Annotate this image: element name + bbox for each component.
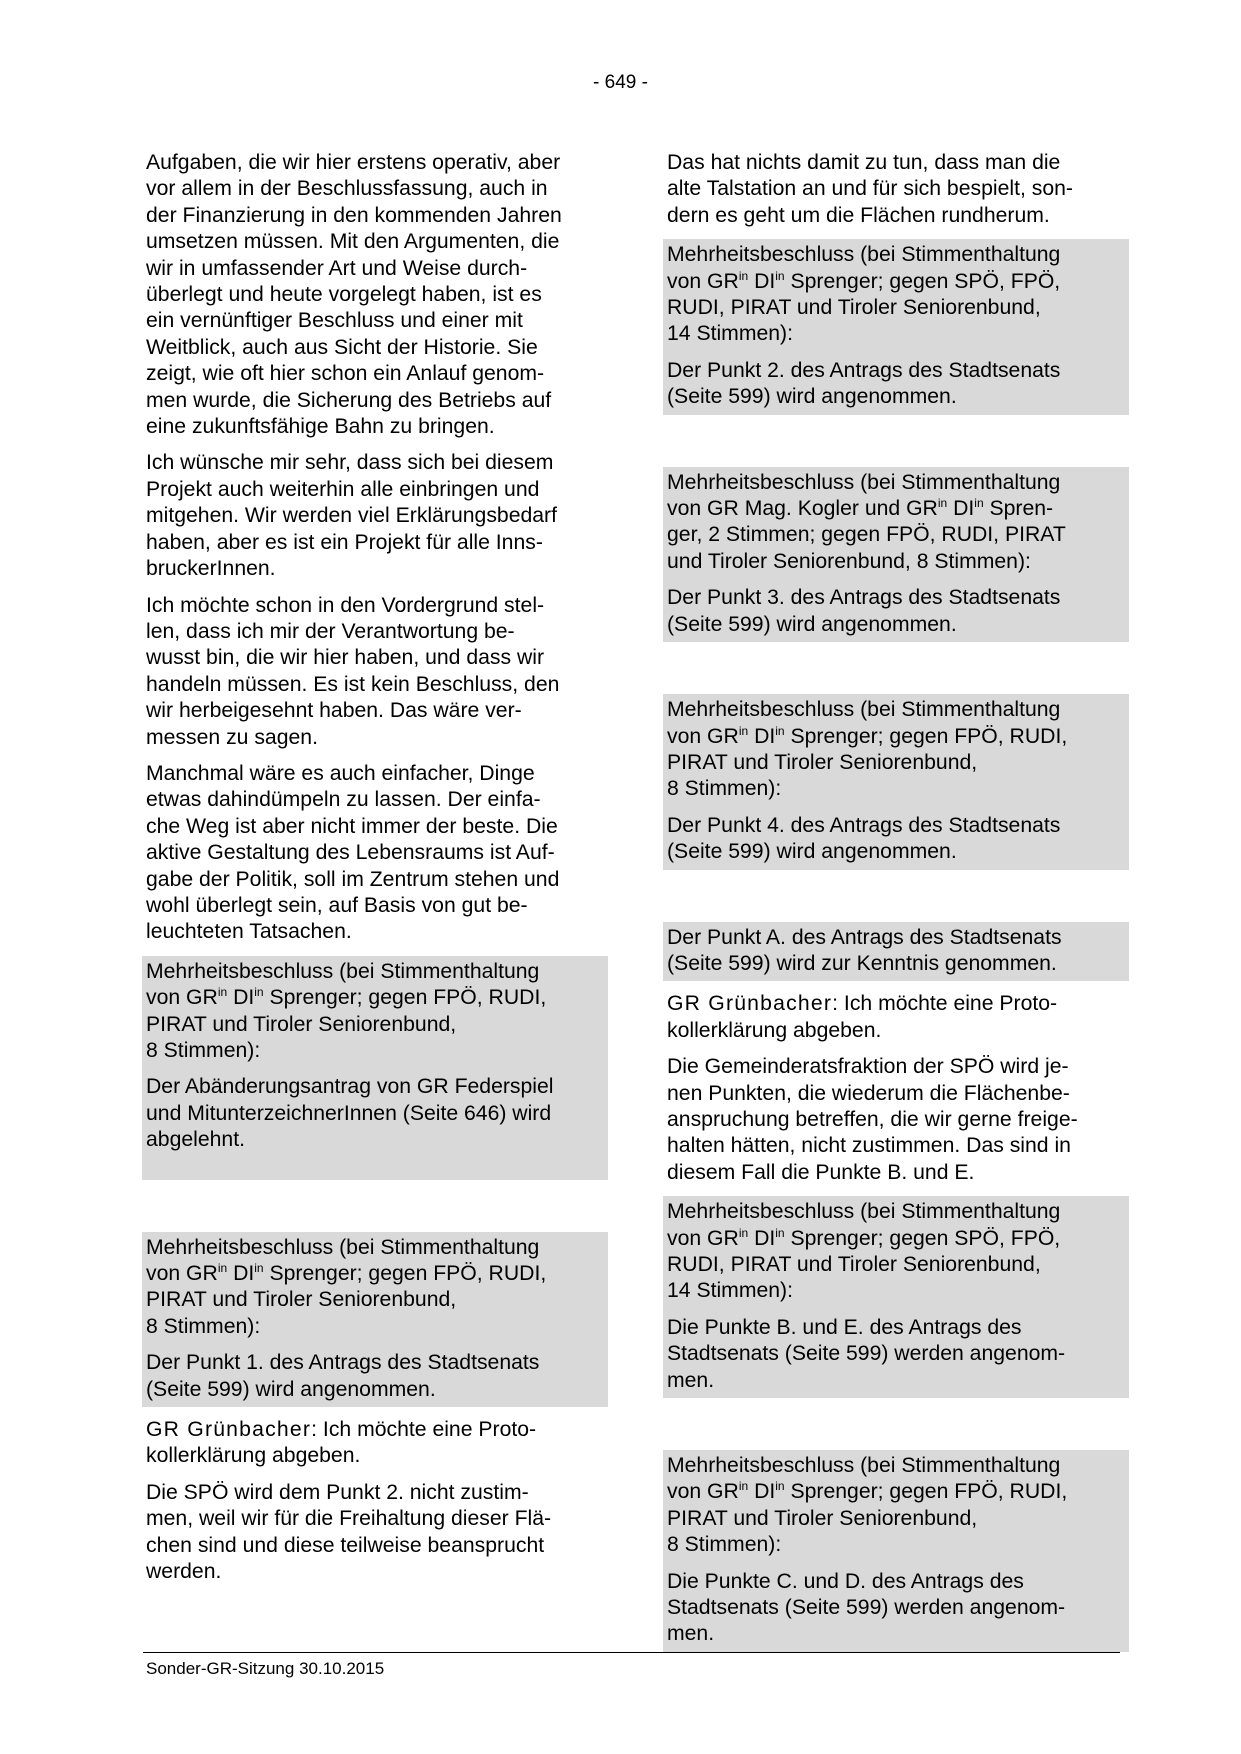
resolution-box xyxy=(663,694,1129,869)
vote-statement: Mehrheitsbeschluss (bei Stimmenthaltung von $GR^{in}$ $DI^{in}$ Sprenger; gegen FPÖ, RUDI, PIRAT und Tiroler Seniorenbund, 8 Stimmen): xyxy=(667,1454,1068,1557)
footer-divider xyxy=(143,1652,1120,1653)
footer-text: Sonder-GR-Sitzung 30.10.2015 xyxy=(146,1659,385,1678)
vote-statement: Mehrheitsbeschluss (bei Stimmenthaltung von $GR^{in}$ $DI^{in}$ Sprenger; gegen FPÖ, RUDI, PIRAT und Tiroler Seniorenbund, 8 Stimmen): xyxy=(667,698,1068,801)
resolution-box xyxy=(663,922,1129,982)
vote-statement: Mehrheitsbeschluss (bei Stimmenthaltung von $GR^{in}$ $DI^{in}$ Sprenger; gegen SPÖ, FPÖ, RUDI, PIRAT und Tiroler Seniorenbund, 14 Stimmen): xyxy=(667,243,1061,346)
vote-result: Der Punkt 4. des Antrags des Stadtsenats (Seite 599) wird angenommen. xyxy=(667,813,1061,864)
paragraph: Ich möchte schon in den Vordergrund stel- len, dass ich mir der Verantwortung be- wusst bin, die wir hier haben, und dass wir handeln müssen. Es ist kein Beschluss, den wir herbeigesehnt haben. Das wäre ver- messen zu sagen. xyxy=(146,593,560,749)
resolution-box xyxy=(142,1232,608,1407)
vote-statement: Mehrheitsbeschluss (bei Stimmenthaltung von $GR^{in}$ $DI^{in}$ Sprenger; gegen FPÖ, RUDI, PIRAT und Tiroler Seniorenbund, 8 Stimmen): xyxy=(146,959,547,1062)
speaker-name: GR Grünbacher xyxy=(667,992,833,1016)
vote-statement: Mehrheitsbeschluss (bei Stimmenthaltung von GR Mag. Kogler und $GR^{in}$ $DI^{in}$ Spren- ger, 2 Stimmen; gegen FPÖ, RUDI, PIRAT und Tiroler Seniorenbund, 8 Stimmen): xyxy=(667,470,1066,573)
paragraph: Aufgaben, die wir hier erstens operativ, aber vor allem in der Beschlussfassung, auch in der Finanzierung in den kommenden Jahren umsetzen müssen. Mit den Argumenten, die wir in umfassender Art und Weise durch- überlegt und heute vorgelegt haben, ist es ein vernünftiger Beschluss und einer mit Weitblick, auch aus Sicht der Historie. Sie zeigt, wie oft hier schon ein Anlauf genom- men wurde, die Sicherung des Betriebs auf eine zukunftsfähige Bahn zu bringen. xyxy=(146,151,562,439)
paragraph: Ich wünsche mir sehr, dass sich bei diesem Projekt auch weiterhin alle einbringen und mitgehen. Wir werden viel Erklärungsbedarf haben, aber es ist ein Projekt für alle Inns- bruckerInnen. xyxy=(146,451,557,581)
vote-result: Die Punkte B. und E. des Antrags des Stadtsenats (Seite 599) werden angenom- men. xyxy=(667,1315,1066,1392)
resolution-box xyxy=(663,1196,1129,1398)
vote-result: Der Punkt 1. des Antrags des Stadtsenats (Seite 599) wird angenommen. xyxy=(146,1351,540,1401)
vote-result: Der Abänderungsantrag von GR Federspiel und MitunterzeichnerInnen (Seite 646) wird abgelehnt. xyxy=(146,1075,554,1152)
paragraph: Das hat nichts damit zu tun, dass man die alte Talstation an und für sich bespielt, son- dern es geht um die Flächen rundherum. xyxy=(667,151,1073,227)
resolution-box xyxy=(142,956,608,1180)
speaker-statement: GR Grünbacher: Ich möchte eine Proto- kollerklärung abgeben. xyxy=(667,992,1058,1042)
vote-statement: Mehrheitsbeschluss (bei Stimmenthaltung von $GR^{in}$ $DI^{in}$ Sprenger; gegen FPÖ, RUDI, PIRAT und Tiroler Seniorenbund, 8 Stimmen): xyxy=(146,1235,547,1338)
paragraph: Die SPÖ wird dem Punkt 2. nicht zustim- men, weil wir für die Freihaltung dieser Flä- chen sind und diese teilweise beansprucht werden. xyxy=(146,1480,552,1584)
speaker-statement: GR Grünbacher: Ich möchte eine Proto- kollerklärung abgeben. xyxy=(146,1418,537,1468)
resolution-box xyxy=(663,467,1129,642)
vote-result: Der Punkt 3. des Antrags des Stadtsenats (Seite 599) wird angenommen. xyxy=(667,586,1061,636)
paragraph: Die Gemeinderatsfraktion der SPÖ wird je- nen Punkten, die wiederum die Flächenbe- anspruchung betreffen, die wir gerne freige- halten hätten, nicht zustimmen. Das sind in diesem Fall die Punkte B. und E. xyxy=(667,1055,1078,1184)
resolution-box xyxy=(663,1450,1129,1652)
right-column xyxy=(667,150,1125,1652)
vote-result: Der Punkt A. des Antrags des Stadtsenats (Seite 599) wird zur Kenntnis genommen. xyxy=(667,925,1062,975)
page-number: - 649 - xyxy=(593,72,648,93)
paragraph: Manchmal wäre es auch einfacher, Dinge etwas dahindümpeln zu lassen. Der einfa- che Weg ist aber nicht immer der beste. Die aktive Gestaltung des Lebensraums ist Auf- gabe der Politik, soll im Zentrum stehen und wohl überlegt sein, auf Basis von gut be- leuchteten Tatsachen. xyxy=(146,761,560,944)
speaker-name: GR Grünbacher xyxy=(146,1418,312,1442)
vote-statement: Mehrheitsbeschluss (bei Stimmenthaltung von $GR^{in}$ $DI^{in}$ Sprenger; gegen SPÖ, FPÖ, RUDI, PIRAT und Tiroler Seniorenbund, 14 Stimmen): xyxy=(667,1200,1061,1303)
left-column xyxy=(146,150,604,1596)
vote-result: Der Punkt 2. des Antrags des Stadtsenats (Seite 599) wird angenommen. xyxy=(667,358,1061,409)
resolution-box xyxy=(663,239,1129,414)
vote-result: Die Punkte C. und D. des Antrags des Stadtsenats (Seite 599) werden angenom- men. xyxy=(667,1569,1066,1646)
